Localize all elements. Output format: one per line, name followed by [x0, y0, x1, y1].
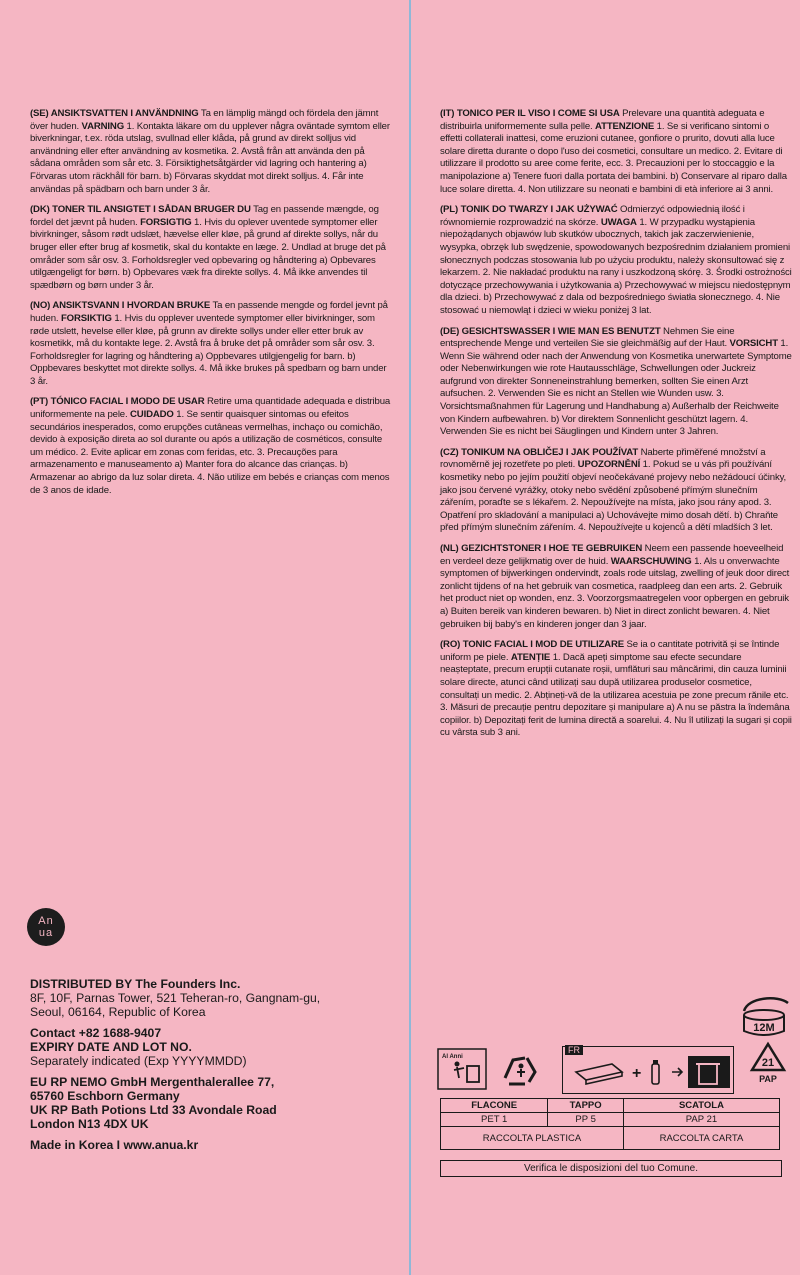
- pao-label: 12M: [753, 1022, 775, 1034]
- uk-rp-line-2: London N13 4DX UK: [30, 1117, 149, 1131]
- pap-recycle-icon: [744, 1040, 792, 1084]
- left-text-column: [30, 108, 392, 505]
- section-warning-text: 1. Hvis du oplever uventede symptomer eller bivirkninger, såsom rødt udslæt, hævelse eller kløe, på grund af direkte sollys, når du bruger eller efter brug af kosmetik, skal du kontakte en læge. 2. Undlad at bruge det på områder som sår osv. 3. Forholdsregler ved opbevaring og håndtering a) Opbevares utilgængeligt for børn. b) Opbevares væk fra direkte sollys. 4. Må ikke anvendes til spædbørn og børn under 3 år.: [30, 216, 386, 291]
- table-cell: PAP 21: [623, 1113, 779, 1127]
- section-warning-text: 1. Hvis du opplever uventede symptomer eller bivirkninger, som røde utslett, hevelse eller kløe, på grunn av direkte sollys under eller etter bruk av kosmetikk, må du kontakte lege. 2. Avstå fra å bruke det på områder som sår osv. 3. Forholdsregler for lagring og håndtering a) Oppbevares utilgjengelig for barn. b) Oppbevares beskyttet mot direkte sollys. 4. Må ikke brukes på spedbarn og barn under 3 år.: [30, 312, 387, 387]
- section-no: [30, 300, 392, 388]
- section-dk: [30, 204, 392, 292]
- section-warning-text: 1. Als u onverwachte symptomen of bijwerkingen ondervindt, zoals rode uitslag, zwelling of jeuk door direct zonlicht tijdens of na het gebruik van cosmetica, raadpleeg dan een arts. 2. Gebruik het product niet op wonden, enz. 3. Voorzorgsmaatregelen voor opbergen en gebruik a) Buiten bereik van kinderen bewaren. b) Niet in direct zonlicht bewaren. 4. Niet gebruiken bij baby's en kinderen jonger dan 3 jaar.: [440, 555, 790, 630]
- section-warning-label: CUIDADO: [130, 409, 174, 421]
- section-usage: Tag en passende mængde, og fordel det jævnt på huden.: [30, 204, 379, 228]
- section-warning-text: 1. Wenn Sie während oder nach der Anwendung von Kosmetika unerwartete Symptome oder Nebenwirkungen wie rote Hautausschläge, Schwellungen oder Juckreiz aufgrund von direkter Sonneneinstrahlung bemerken, sollten Sie einen Arzt aufsuchen. 2. Verwenden Sie es nicht an Stellen wie Wunden usw. 3. Vorsichtsmaßnahmen für Lagerung und Handhabung a) Außerhalb der Reichweite von Kindern aufbewahren. b) Vor direktem Sonnenlicht geschützt lagern. 4. Verwenden Sie es nicht bei Säuglingen und Kindern unter 3 Jahren.: [440, 338, 792, 438]
- section-warning-text: 1. W przypadku wystąpienia niepożądanych objawów lub skutków ubocznych, takich jak zaczerwienienie, wysypka, obrzęk lub swędzenie, spowodowanych bezpośrednim działaniem promieni słonecznych podczas stosowania lub po użyciu produktu, należy skonsultować się z lekarzem. 2. Nie nakładać produktu na rany i uszkodzoną skórę. 3. Środki ostrożności dotyczące przechowywania i użytkowania a) Przechowywać w miejscu niedostępnym dla dzieci. b) Przechowywać z dala od bezpośredniego światła słonecznego. 4. Nie stosować u niemowląt i dzieci w wieku poniżej 3 lat.: [440, 216, 792, 316]
- section-usage: Neem een passende hoeveelheid en verdeel deze gelijkmatig over de huid.: [440, 543, 784, 567]
- al-anni-label: Al Anni: [442, 1054, 463, 1060]
- section-usage: Odmierzyć odpowiednią ilość i równomiernie rozprowadzić na skórze.: [440, 204, 745, 228]
- section-ro: [440, 639, 792, 740]
- table-cell: RACCOLTA CARTA: [623, 1127, 779, 1150]
- uk-rp-line-1: UK RP Bath Potions Ltd 33 Avondale Road: [30, 1103, 277, 1117]
- section-warning-text: 1. Se si verificano sintomi o effetti collaterali inattesi, come eruzioni cutanee, gonfiore o prurito, dovuti alla luce solare diretta durante o dopo l'uso dei cosmetici, consultare un medico. 2. Evitare di utilizzare il prodotto su aree come ferite, ecc. 3. Precauzioni per lo stoccaggio e la manipolazione a) Tenere fuori dalla portata dei bambini. b) Conservare al riparo dalla luce solare diretta. 4. Non utilizzare su neonati e bambini di età inferiore ai 3 anni.: [440, 120, 787, 195]
- section-heading: (SE) ANSIKTSVATTEN I ANVÄNDNING: [30, 108, 199, 119]
- section-se: [30, 108, 392, 196]
- section-heading: (NO) ANSIKTSVANN I HVORDAN BRUKE: [30, 300, 211, 312]
- right-text-column: [440, 108, 792, 748]
- section-usage: Ta en passende mengde og fordel jevnt på huden.: [30, 300, 388, 324]
- verify-note: Verifica le disposizioni del tuo Comune.: [440, 1160, 782, 1177]
- section-warning-label: UPOZORNĚNÍ: [577, 459, 641, 471]
- table-cell: RACCOLTA PLASTICA: [441, 1127, 624, 1150]
- pap-number: 21: [761, 1057, 775, 1069]
- section-usage: Naberte přiměřené množství a rovnoměrně jej rozetřete po pleti.: [440, 446, 766, 471]
- section-heading: (NL) GEZICHTSTONER I HOE TE GEBRUIKEN: [440, 543, 643, 554]
- box-plus-bottle-icon: [572, 1054, 732, 1090]
- logo-line: An: [38, 915, 54, 927]
- section-warning-label: FORSIGTIG: [140, 216, 192, 228]
- eu-rp-line-1: EU RP NEMO GmbH Mergenthalerallee 77,: [30, 1075, 275, 1089]
- pap-label: PAP: [759, 1074, 777, 1084]
- section-warning-label: UWAGA: [600, 216, 637, 228]
- section-usage: Se ia o cantitate potrivită și se întinde uniform pe piele.: [440, 639, 780, 663]
- table-row: [441, 1127, 780, 1150]
- section-usage: Retire uma quantidade adequada e distribua uniformemente na pele.: [30, 396, 391, 421]
- section-heading: (DK) TONER TIL ANSIGTET I SÅDAN BRUGER DU: [30, 204, 251, 216]
- logo-line: ua: [38, 927, 54, 939]
- eu-rp-line-2: 65760 Eschborn Germany: [30, 1089, 180, 1103]
- pao-jar-icon: [738, 993, 792, 1039]
- section-nl: [440, 543, 792, 631]
- table-row: [441, 1113, 780, 1127]
- section-usage: Nehmen Sie eine entsprechende Menge und verteilen Sie sie gleichmäßig auf der Haut.: [440, 325, 735, 350]
- section-pt: [30, 396, 392, 497]
- distributor-address-1: 8F, 10F, Parnas Tower, 521 Teheran-ro, Gangnam-gu,: [30, 991, 321, 1005]
- table-cell: SCATOLA: [623, 1099, 779, 1113]
- section-cz: [440, 447, 792, 535]
- table-cell: PET 1: [441, 1113, 548, 1127]
- fr-label: FR: [565, 1045, 583, 1055]
- section-warning-text: 1. Pokud se u vás při používání kosmetiky nebo po jejím použití objeví neočekávané projevy nebo nežádoucí účinky, jako jsou červené vyrážky, otoky nebo svědění způsobené přímým slunečním zářením, poraďte se s lékařem. 2. Nepoužívejte na místa, jako jsou rány apod. 3. Opatření pro skladování a manipulaci a) Uchovávejte mimo dosah dětí. b) Chraňte před přímým slunečním zářením. 4. Nepoužívejte u kojenců a dětí mladších 3 let.: [440, 459, 787, 534]
- section-heading: (CZ) TONIKUM NA OBLIČEJ I JAK POUŽÍVAT: [440, 446, 639, 458]
- svg-text:+: +: [632, 1065, 642, 1082]
- fold-line: [409, 0, 411, 1275]
- section-warning-label: ATENȚIE: [510, 651, 551, 663]
- section-warning-text: 1. Dacă apeți simptome sau efecte secundare neașteptate, precum erupții cutanate roșii, umflături sau mâncărimi, din cauza luminii solare directe, atunci când utilizați sau după utilizarea produselor cosmetice, consultați un medic. 2. Abțineți-vă de la utilizarea acestuia pe zone precum rănile etc. 3. Măsuri de precauție pentru depozitare și manipulare a) A nu se păstra la îndemâna copiilor. b) Depozitați ferit de lumina directă a soarelui. 4. Nu îl utilizați la sugari și copii cu vârsta sub 3 ani.: [440, 651, 792, 739]
- section-warning-label: ATTENZIONE: [595, 120, 655, 132]
- section-heading: (DE) GESICHTSWASSER I WIE MAN ES BENUTZT: [440, 325, 661, 337]
- section-usage: Ta en lämplig mängd och fördela den jämnt över huden.: [30, 108, 379, 132]
- packaging-table: [440, 1098, 780, 1150]
- section-warning-label: VARNING: [81, 120, 125, 132]
- section-pl: [440, 204, 792, 317]
- table-cell: FLACONE: [441, 1099, 548, 1113]
- table-cell: TAPPO: [548, 1099, 624, 1113]
- section-heading: (PL) TONIK DO TWARZY I JAK UŻYWAĆ: [440, 204, 618, 216]
- table-cell: PP 5: [548, 1113, 624, 1127]
- section-warning-label: VORSICHT: [729, 338, 778, 350]
- distributor-info: [30, 977, 400, 1152]
- recycle-person-icon: [497, 1050, 543, 1090]
- anua-logo: [27, 908, 65, 946]
- section-warning-text: 1. Kontakta läkare om du upplever några oväntade symtom eller biverkningar, t.ex. röda utslag, svullnad eller klåda, på grund av direkt solljus vid användning eller efter användning av kosmetika. 2. Avstå från att använda den på sådana områden som sår etc. 3. Försiktighetsåtgärder vid lagring och hantering a) Förvaras utom räckhåll för barn. b) Förvaras skyddat mot direkt solljus. 4. Får inte användas på spädbarn och barn under 3 år.: [30, 120, 390, 195]
- section-heading: (RO) TONIC FACIAL I MOD DE UTILIZARE: [440, 639, 624, 651]
- contact-phone: Contact +82 1688-9407: [30, 1026, 162, 1040]
- section-it: [440, 108, 792, 196]
- section-usage: Prelevare una quantità adeguata e distribuirla uniformemente sulla pelle.: [440, 108, 765, 132]
- table-row: [441, 1099, 780, 1113]
- expiry-note: Separately indicated (Exp YYYYMMDD): [30, 1054, 247, 1068]
- section-warning-label: WAARSCHUWING: [610, 555, 692, 567]
- section-heading: (IT) TONICO PER IL VISO I COME SI USA: [440, 108, 620, 119]
- section-warning-label: FORSIKTIG: [60, 312, 112, 324]
- section-de: [440, 326, 792, 439]
- trash-separation-icon: [437, 1048, 487, 1090]
- distributor-address-2: Seoul, 06164, Republic of Korea: [30, 1005, 206, 1019]
- section-heading: (PT) TÓNICO FACIAL I MODO DE USAR: [30, 396, 205, 408]
- made-in-korea: Made in Korea I www.anua.kr: [30, 1138, 199, 1152]
- section-warning-text: 1. Se sentir quaisquer sintomas ou efeitos secundários inesperados, como erupções cutâneas vermelhas, inchaço ou comichão, devido à exposição direta ao sol durante ou após a utilização de cosméticos, consulte um médico. 2. Evite aplicar em zonas com feridas, etc. 3. Precauções para armazenamento e manuseamento a) Manter fora do alcance das crianças. b) Armazenar ao abrigo da luz solar direta. 4. Não utilize em bebés e crianças com menos de 3 anos de idade.: [30, 409, 390, 496]
- distributor-name: DISTRIBUTED BY The Founders Inc.: [30, 977, 241, 991]
- expiry-heading: EXPIRY DATE AND LOT NO.: [30, 1040, 192, 1054]
